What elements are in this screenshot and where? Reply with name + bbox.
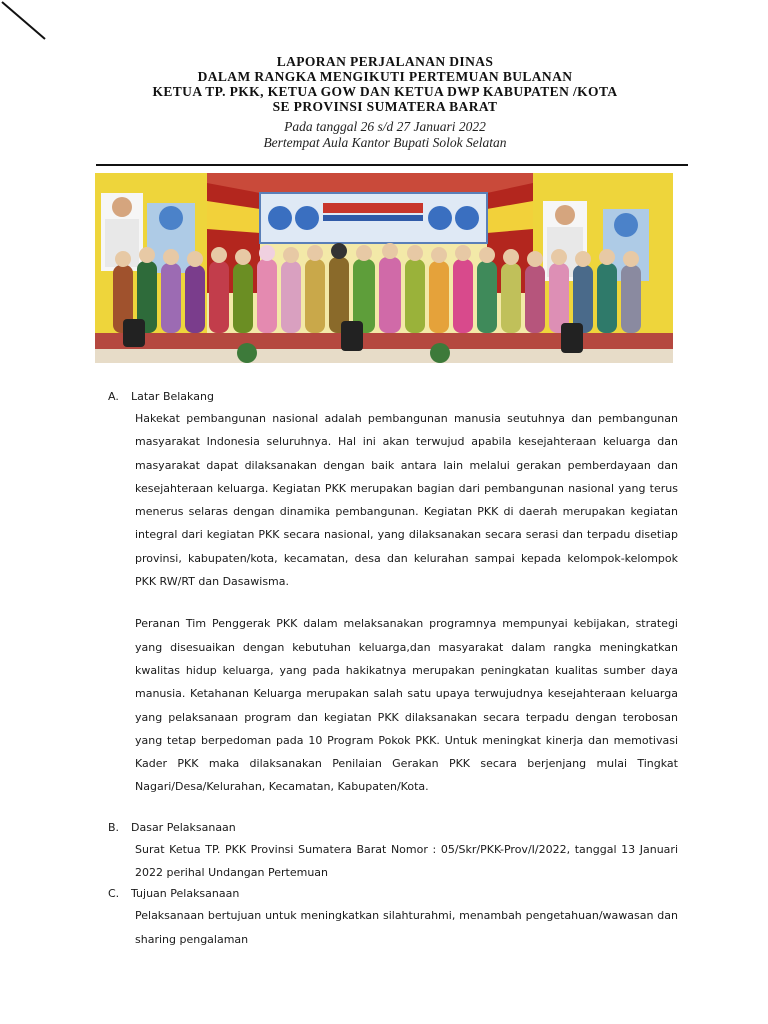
section-a-heading xyxy=(108,387,678,407)
section-letter: B. xyxy=(108,820,120,834)
title-line-1: LAPORAN PERJALANAN DINAS xyxy=(276,54,494,69)
section-a-paragraph-2: Peranan Tim Penggerak PKK dalam melaksanakan programnya mempunyai kebijakan, strategi yang disesuaikan dengan kebutuhan keluarga,dan masyarakat dalam rangka meningkatkan kwalitas hidup keluarga, yang pada hakikatnya merupakan peningkatan kualitas sumber daya manusia. Ketahanan Keluarga merupakan salah satu upaya terwujudnya kesejahteraan keluarga yang pelaksanaan program dan kegiatan PKK dilaksanakan secara terpadu dengan terobosan yang tetap berpedoman pada 10 Program Pokok PKK. Untuk meningkat kinerja dan memotivasi Kader PKK maka dilaksanakan Penilaian Gerakan PKK secara berjenjang mulai Tingkat Nagari/Desa/Kelurahan, Kecamatan, Kabupaten/Kota. xyxy=(135,617,678,794)
section-title: Latar Belakang xyxy=(131,390,214,403)
title-line-4: SE PROVINSI SUMATERA BARAT xyxy=(272,99,498,114)
venue-line: Bertempat Aula Kantor Bupati Solok Selatan xyxy=(263,135,507,150)
section-b-heading xyxy=(108,818,678,838)
section-c-paragraph: Pelaksanaan bertujuan untuk meningkatkan silahturahmi, menambah pengetahuan/wawasan dan sharing pengalaman xyxy=(135,909,678,946)
section-c-heading xyxy=(108,884,678,904)
document-subtitle xyxy=(60,119,710,151)
group-photo-illustration xyxy=(95,173,673,363)
corner-slash-mark xyxy=(0,0,60,50)
section-title: Dasar Pelaksanaan xyxy=(131,820,236,834)
group-photo xyxy=(95,173,673,363)
title-line-2: DALAM RANGKA MENGIKUTI PERTEMUAN BULANAN xyxy=(197,69,573,84)
header-divider xyxy=(96,164,688,166)
section-letter: A. xyxy=(108,390,119,403)
section-title: Tujuan Pelaksanaan xyxy=(131,887,240,901)
title-line-3: KETUA TP. PKK, KETUA GOW DAN KETUA DWP KABUPATEN /KOTA xyxy=(152,84,618,99)
document-title xyxy=(60,54,710,114)
section-letter: C. xyxy=(108,887,120,901)
document-body xyxy=(108,387,678,951)
section-b-paragraph: Surat Ketua TP. PKK Provinsi Sumatera Barat Nomor : 05/Skr/PKK-Prov/I/2022, tanggal 13 Januari 2022 perihal Undangan Pertemuan xyxy=(135,842,678,880)
date-line: Pada tanggal 26 s/d 27 Januari 2022 xyxy=(284,119,486,134)
section-a-paragraph-1: Hakekat pembangunan nasional adalah pembangunan manusia seutuhnya dan pembangunan masyarakat Indonesia seluruhnya. Hal ini akan terwujud apabila kesejahteraan keluarga dan masyarakat dapat dilaksanakan dengan baik antara lain melalui gerakan pemberdayaan dan kesejahteraan keluarga. Kegiatan PKK merupakan bagian dari pembangunan nasional yang terus menerus selaras dengan dinamika pembangunan. Kegiatan PKK di daerah merupakan kegiatan integral dari kegiatan PKK secara nasional, yang dilaksanakan secara serasi dan terpadu disetiap provinsi, kabupaten/kota, kecamatan, desa dan kelurahan sampai kepada kelompok-kelompok PKK RW/RT dan Dasawisma. xyxy=(135,412,678,589)
